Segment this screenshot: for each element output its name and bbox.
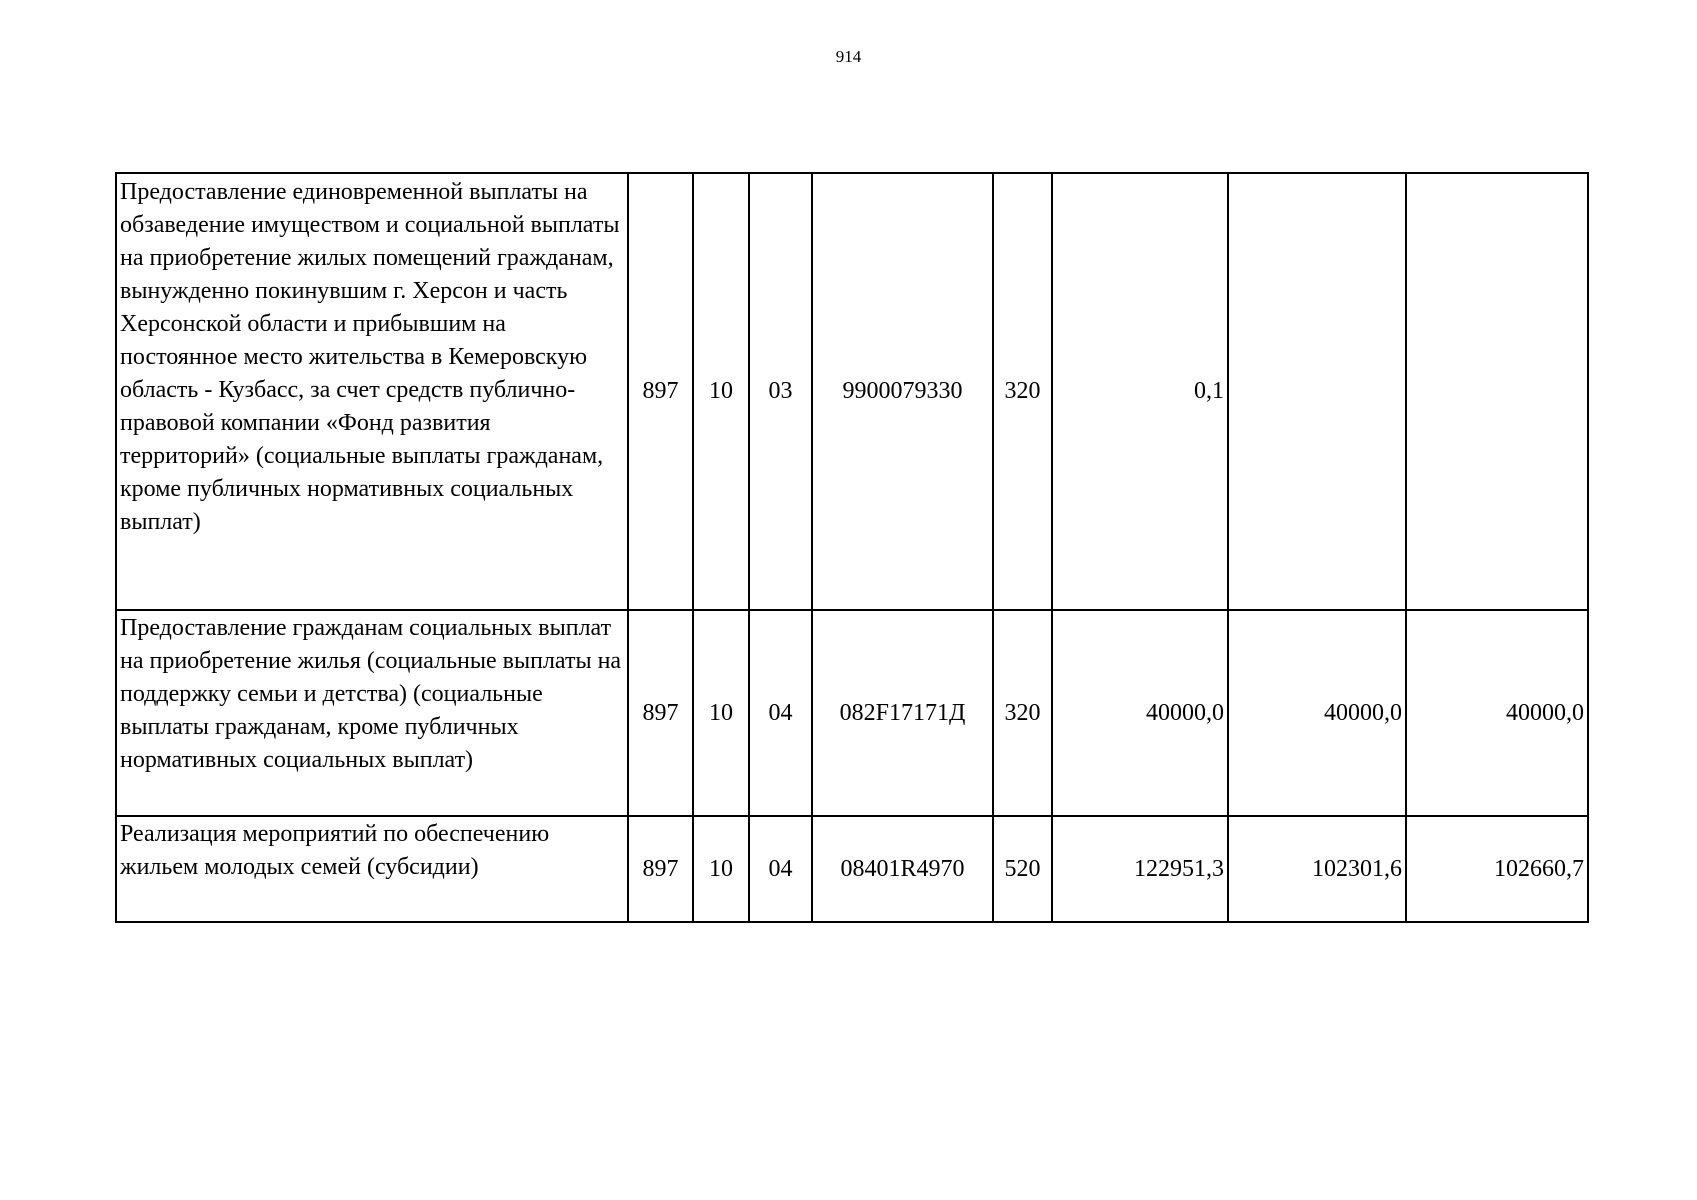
amount-year-1: 122951,3 xyxy=(1052,816,1228,922)
amount-year-1: 0,1 xyxy=(1052,173,1228,610)
budget-table xyxy=(115,172,1589,923)
amount-year-3: 40000,0 xyxy=(1406,610,1588,816)
page-number: 914 xyxy=(835,47,862,66)
subsection-code: 04 xyxy=(749,816,812,922)
ministry-code: 897 xyxy=(628,610,693,816)
amount-year-2 xyxy=(1228,173,1406,610)
amount-year-3 xyxy=(1406,173,1588,610)
section-code: 10 xyxy=(693,816,749,922)
row-description: Реализация мероприятий по обеспечению жильем молодых семей (субсидии) xyxy=(116,816,628,922)
expense-type-code: 520 xyxy=(993,816,1052,922)
row-description: Предоставление гражданам социальных выплат на приобретение жилья (социальные выплаты на поддержку семьи и детства) (социальные выплаты гражданам, кроме публичных нормативных социальных выплат) xyxy=(116,610,628,816)
section-code: 10 xyxy=(693,610,749,816)
amount-year-3: 102660,7 xyxy=(1406,816,1588,922)
subsection-code: 03 xyxy=(749,173,812,610)
table-row xyxy=(116,610,1588,816)
expense-type-code: 320 xyxy=(993,173,1052,610)
target-article-code: 082F17171Д xyxy=(812,610,993,816)
ministry-code: 897 xyxy=(628,816,693,922)
target-article-code: 9900079330 xyxy=(812,173,993,610)
section-code: 10 xyxy=(693,173,749,610)
amount-year-2: 40000,0 xyxy=(1228,610,1406,816)
target-article-code: 08401R4970 xyxy=(812,816,993,922)
amount-year-2: 102301,6 xyxy=(1228,816,1406,922)
expense-type-code: 320 xyxy=(993,610,1052,816)
ministry-code: 897 xyxy=(628,173,693,610)
row-description: Предоставление единовременной выплаты на обзаведение имуществом и социальной выплаты на приобретение жилых помещений гражданам, вынужденно покинувшим г. Херсон и часть Херсонской области и прибывшим на постоянное место жительства в Кемеровскую область - Кузбасс, за счет средств публично-правовой компании «Фонд развития территорий» (социальные выплаты гражданам, кроме публичных нормативных социальных выплат) xyxy=(116,173,628,610)
amount-year-1: 40000,0 xyxy=(1052,610,1228,816)
subsection-code: 04 xyxy=(749,610,812,816)
table-row xyxy=(116,816,1588,922)
table-row xyxy=(116,173,1588,610)
